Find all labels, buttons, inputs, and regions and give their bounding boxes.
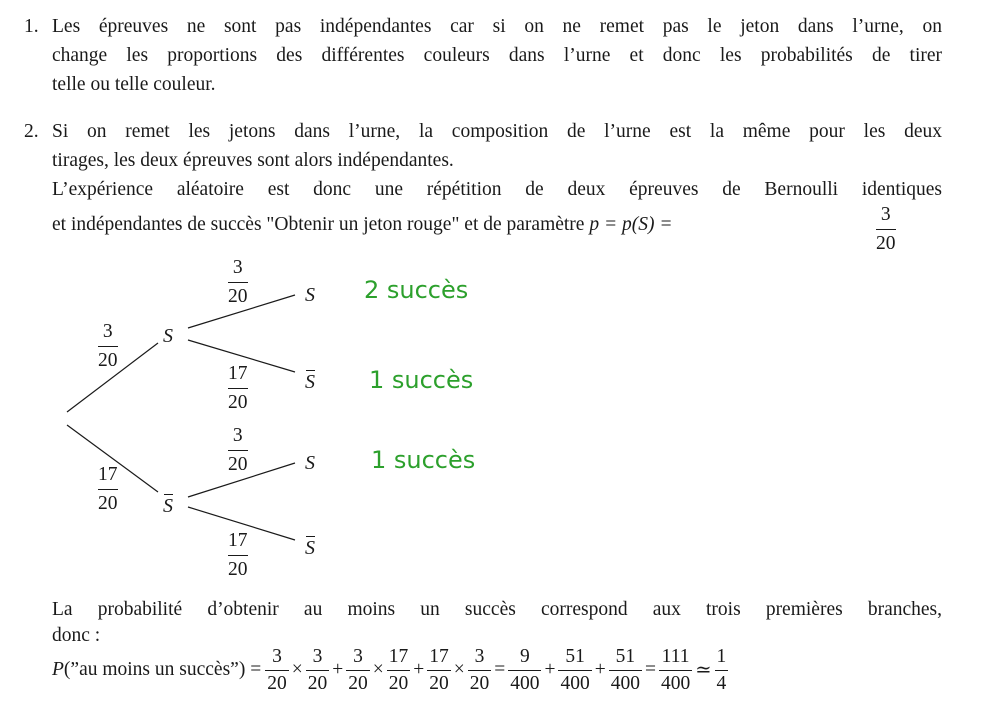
formula-P: P	[52, 659, 64, 680]
plus-1: +	[332, 659, 344, 680]
sum-term-1-num: 9	[519, 646, 530, 667]
tree-prob-sbar-s-num: 3	[232, 425, 243, 446]
formula-event: (”au moins un succès”) =	[63, 659, 262, 680]
times-2: ×	[372, 659, 384, 680]
approx-fraction	[715, 647, 729, 693]
term2-b	[387, 647, 411, 693]
param-p: p	[589, 214, 600, 235]
sum-term-3-num: 51	[615, 646, 636, 667]
sum-term-2-den: 400	[558, 670, 591, 694]
conclusion-line-1: La probabilité d’obtenir au moins un succès correspond aux trois premières branches,	[52, 599, 942, 620]
tree-prob-sbar-sbar	[228, 531, 248, 579]
item-1-line-3: telle ou telle couleur.	[52, 74, 216, 95]
sum-term-3	[609, 647, 642, 693]
term1-a-den: 20	[265, 670, 289, 694]
item-1-line-2: change les proportions des différentes couleurs dans l’urne et donc les probabilités de tirer	[52, 45, 942, 66]
tree-prob-top	[98, 322, 118, 370]
plus-3: +	[544, 659, 556, 680]
term1-b-num: 3	[312, 646, 323, 667]
param-eq: = p(S) =	[603, 214, 673, 235]
term3-b	[468, 647, 492, 693]
item-2-line-2: tirages, les deux épreuves sont alors indépendantes.	[52, 150, 454, 171]
term3-a	[427, 647, 451, 693]
sum-term-2	[558, 647, 591, 693]
annotation-2-successes: 2 succès	[364, 276, 469, 304]
tree-prob-sbar-sbar-den: 20	[228, 555, 248, 580]
tree-prob-sbar-s-den: 20	[228, 450, 248, 475]
sum-term-2-num: 51	[565, 646, 585, 667]
probability-formula	[52, 642, 728, 698]
term1-b	[306, 647, 330, 693]
plus-4: +	[594, 659, 606, 680]
sum-term-1-den: 400	[508, 670, 541, 694]
equals-2: =	[644, 659, 656, 680]
tree-prob-top-num: 3	[102, 321, 113, 342]
term3-a-den: 20	[427, 670, 451, 694]
tree-prob-s-sbar	[228, 364, 248, 412]
item-2-line-3: L’expérience aléatoire est donc une répétition de deux épreuves de Bernoulli identiques	[52, 179, 942, 200]
times-1: ×	[291, 659, 303, 680]
tree-prob-top-den: 20	[98, 346, 118, 371]
sum-term-3-den: 400	[609, 670, 642, 694]
item-2-number: 2.	[24, 121, 39, 142]
term3-b-num: 3	[474, 646, 485, 667]
term2-a	[346, 647, 370, 693]
approx-den: 4	[715, 670, 729, 694]
item-2-line-1: Si on remet les jetons dans l’urne, la composition de l’urne est la même pour les deux	[52, 121, 942, 142]
result-den: 400	[659, 670, 692, 694]
annotation-1-success-a: 1 succès	[369, 366, 474, 394]
tree-prob-sbar-sbar-num: 17	[228, 530, 248, 551]
term1-b-den: 20	[306, 670, 330, 694]
tree-prob-s-sbar-num: 17	[228, 363, 248, 384]
leaf-sbar-sbar-label: S	[305, 537, 315, 559]
tree-prob-s-sbar-den: 20	[228, 388, 248, 413]
term2-a-num: 3	[353, 646, 363, 667]
term3-b-den: 20	[468, 670, 492, 694]
leaf-s-s: S	[305, 284, 315, 306]
term3-a-num: 17	[429, 646, 449, 667]
node-s: S	[163, 325, 173, 347]
approx-sign: ≃	[695, 660, 712, 681]
term2-b-den: 20	[387, 670, 411, 694]
item-1-number: 1.	[24, 16, 39, 37]
tree-prob-s-s-den: 20	[228, 282, 248, 307]
term1-a	[265, 647, 289, 693]
term2-b-num: 17	[388, 646, 409, 667]
node-s-bar	[163, 496, 173, 516]
tree-prob-bottom-den: 20	[98, 489, 118, 514]
plus-2: +	[413, 659, 425, 680]
param-numerator: 3	[880, 204, 891, 225]
tree-prob-s-s	[228, 258, 248, 306]
approx-num: 1	[716, 646, 727, 667]
tree-prob-bottom	[98, 465, 118, 513]
item-1-line-1: Les épreuves ne sont pas indépendantes car si on ne remet pas le jeton dans l’urne, on	[52, 16, 942, 37]
term1-a-num: 3	[272, 646, 282, 667]
equals-1: =	[494, 659, 506, 680]
sum-term-1	[508, 647, 541, 693]
tree-prob-sbar-s	[228, 426, 248, 474]
result-num: 111	[661, 646, 690, 667]
node-s-bar-label: S	[163, 495, 173, 517]
leaf-s-sbar-label: S	[305, 371, 315, 393]
result-fraction	[659, 647, 692, 693]
tree-prob-bottom-num: 17	[98, 464, 118, 485]
leaf-s-sbar	[305, 372, 315, 392]
tree-prob-s-s-num: 3	[232, 257, 243, 278]
leaf-sbar-sbar	[305, 538, 315, 558]
param-denominator: 20	[876, 229, 896, 254]
item-2-line-4-text: et indépendantes de succès "Obtenir un jeton rouge" et de paramètre	[52, 214, 585, 235]
leaf-sbar-s: S	[305, 452, 315, 474]
times-3: ×	[453, 659, 465, 680]
annotation-1-success-b: 1 succès	[371, 446, 476, 474]
conclusion-line-2: donc :	[52, 625, 101, 646]
term2-a-den: 20	[346, 670, 370, 694]
